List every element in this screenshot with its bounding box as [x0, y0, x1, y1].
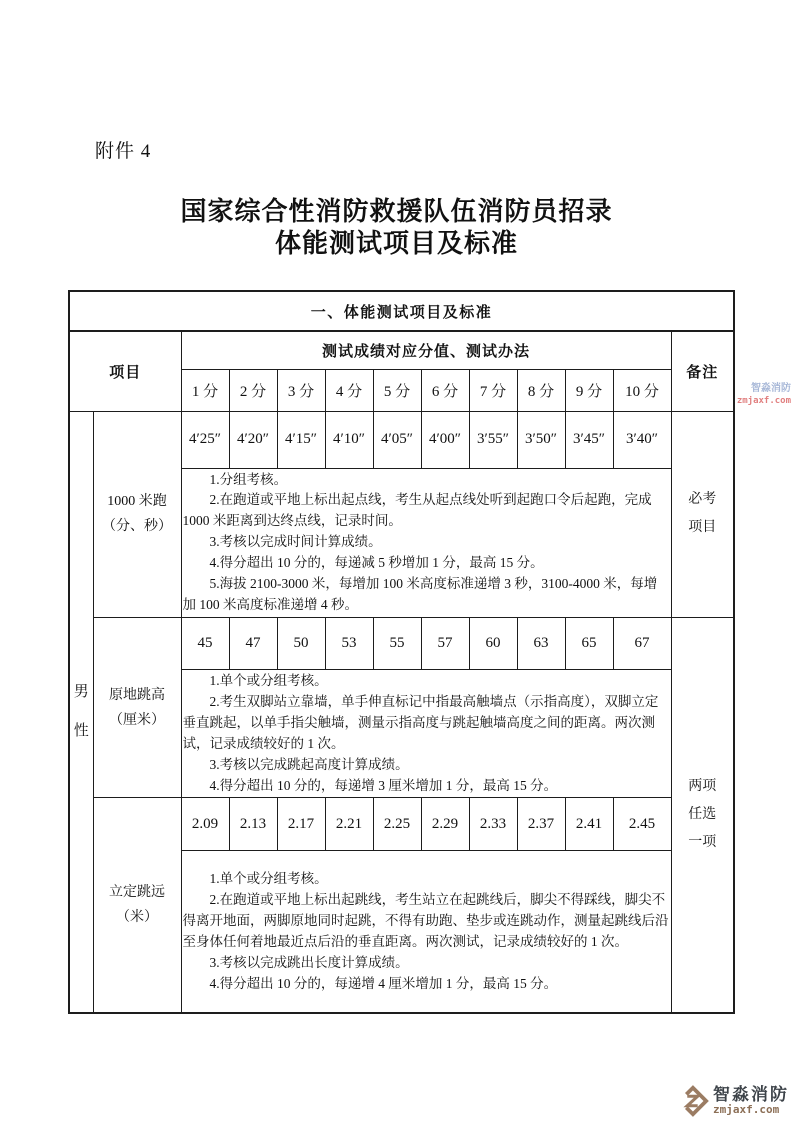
score-label-3: 3 分	[277, 369, 325, 411]
method-step: 1.分组考核。	[209, 471, 288, 487]
score-label-1: 1 分	[181, 369, 229, 411]
method-step: 2.在跑道或平地上标出起点线，考生从起点线处听到起跑口令后起跑，完成 1000 米距离到达终点线，记录时间。	[182, 492, 652, 529]
score-value: 2.29	[421, 798, 469, 851]
project-name-line2: （米）	[116, 910, 158, 926]
logo-site-text: zmjaxf.com	[713, 1103, 780, 1117]
method-step: 4.得分超出 10 分的，每递减 5 秒增加 1 分，最高 15 分。	[209, 555, 544, 571]
score-value: 55	[373, 617, 421, 669]
score-value: 65	[565, 617, 613, 669]
table-section-title: 一、体能测试项目及标准	[69, 291, 734, 331]
score-value: 4′15″	[277, 411, 325, 468]
score-label-7: 7 分	[469, 369, 517, 411]
method-vertical-jump	[181, 669, 671, 798]
document-title-line1: 国家综合性消防救援队伍消防员招录	[180, 197, 613, 226]
score-label-2: 2 分	[229, 369, 277, 411]
score-value: 2.17	[277, 798, 325, 851]
method-step: 2.在跑道或平地上标出起跳线，考生站立在起跳线后，脚尖不得踩线，脚尖不得离开地面，两脚原地同时起跳，不得有助跑、垫步或连跳动作，测量起跳线后沿至身体任何着地最近点后沿的垂直距离。两次测试，记录成绩较好的 1 次。	[182, 891, 669, 949]
score-value: 4′10″	[325, 411, 373, 468]
row-header-1000m-run	[93, 411, 181, 617]
project-name-line2: （分、秒）	[102, 519, 172, 535]
score-value: 67	[613, 617, 671, 669]
logo-text-block	[713, 1086, 789, 1115]
method-1000m-run	[181, 468, 671, 617]
score-value: 57	[421, 617, 469, 669]
attachment-label: 附件 4	[95, 141, 152, 162]
watermark-site-text: zmjaxf.com	[736, 395, 791, 406]
watermark-top	[737, 383, 791, 407]
method-step: 2.考生双脚站立靠墙，单手伸直标记中指最高触墙点（示指高度），双脚立定垂直跳起，以单手指尖触墙，测量示指高度与跳起触墙高度之间的距离。两次测试，记录成绩较好的 1 次。	[182, 693, 659, 751]
score-value: 4′25″	[181, 411, 229, 468]
fitness-standards-table	[68, 290, 735, 1014]
score-value: 45	[181, 617, 229, 669]
score-value: 2.21	[325, 798, 373, 851]
project-name-line2: （厘米）	[109, 712, 165, 728]
score-value: 63	[517, 617, 565, 669]
column-header-scores: 测试成绩对应分值、测试办法	[181, 331, 671, 369]
score-label-10: 10 分	[613, 369, 671, 411]
row-header-vertical-jump	[93, 617, 181, 798]
document-title	[0, 196, 793, 260]
gender-label: 男性	[73, 683, 89, 739]
score-value: 47	[229, 617, 277, 669]
method-step: 3.考核以完成跳起高度计算成绩。	[209, 756, 409, 772]
score-value: 60	[469, 617, 517, 669]
method-step: 1.单个或分组考核。	[209, 672, 328, 688]
watermark-brand-text: 智淼消防	[751, 383, 791, 394]
score-value: 3′45″	[565, 411, 613, 468]
method-step: 3.考核以完成时间计算成绩。	[209, 534, 382, 550]
method-step: 5.海拔 2100-3000 米，每增加 100 米高度标准递增 3 秒，3100-4000 米，每增加 100 米高度标准递增 4 秒。	[182, 576, 658, 613]
logo-brand-text: 智淼消防	[713, 1085, 789, 1105]
zhimiao-logo-icon	[675, 1084, 709, 1118]
remark-mandatory	[671, 411, 734, 617]
score-value: 2.09	[181, 798, 229, 851]
remark-text: 必考项目	[688, 492, 717, 536]
score-label-9: 9 分	[565, 369, 613, 411]
column-header-project: 项目	[69, 331, 181, 411]
score-label-8: 8 分	[517, 369, 565, 411]
score-value: 2.13	[229, 798, 277, 851]
score-value: 2.33	[469, 798, 517, 851]
score-value: 2.25	[373, 798, 421, 851]
method-standing-long-jump	[181, 851, 671, 1013]
method-step: 4.得分超出 10 分的，每递增 3 厘米增加 1 分，最高 15 分。	[209, 777, 558, 793]
score-value: 50	[277, 617, 325, 669]
remark-choose-one	[671, 617, 734, 1013]
score-value: 3′40″	[613, 411, 671, 468]
score-value: 2.37	[517, 798, 565, 851]
score-label-5: 5 分	[373, 369, 421, 411]
document-title-line2: 体能测试项目及标准	[274, 229, 518, 258]
score-value: 4′20″	[229, 411, 277, 468]
score-value: 2.41	[565, 798, 613, 851]
column-header-remark: 备注	[671, 331, 734, 411]
score-value: 3′50″	[517, 411, 565, 468]
method-step: 3.考核以完成跳出长度计算成绩。	[209, 954, 409, 970]
project-name-line1: 1000 米跑	[107, 494, 167, 510]
remark-text: 两项任选一项	[688, 778, 717, 850]
score-label-4: 4 分	[325, 369, 373, 411]
project-name-line1: 立定跳远	[109, 885, 165, 901]
score-value: 3′55″	[469, 411, 517, 468]
row-header-standing-long-jump	[93, 798, 181, 1013]
method-step: 1.单个或分组考核。	[209, 870, 328, 886]
score-value: 4′05″	[373, 411, 421, 468]
zhimiao-fire-logo	[675, 1084, 789, 1118]
score-value: 2.45	[613, 798, 671, 851]
method-step: 4.得分超出 10 分的，每递增 4 厘米增加 1 分，最高 15 分。	[209, 975, 558, 991]
score-value: 4′00″	[421, 411, 469, 468]
project-name-line1: 原地跳高	[109, 687, 165, 703]
score-value: 53	[325, 617, 373, 669]
score-label-6: 6 分	[421, 369, 469, 411]
row-group-male	[69, 411, 93, 1013]
